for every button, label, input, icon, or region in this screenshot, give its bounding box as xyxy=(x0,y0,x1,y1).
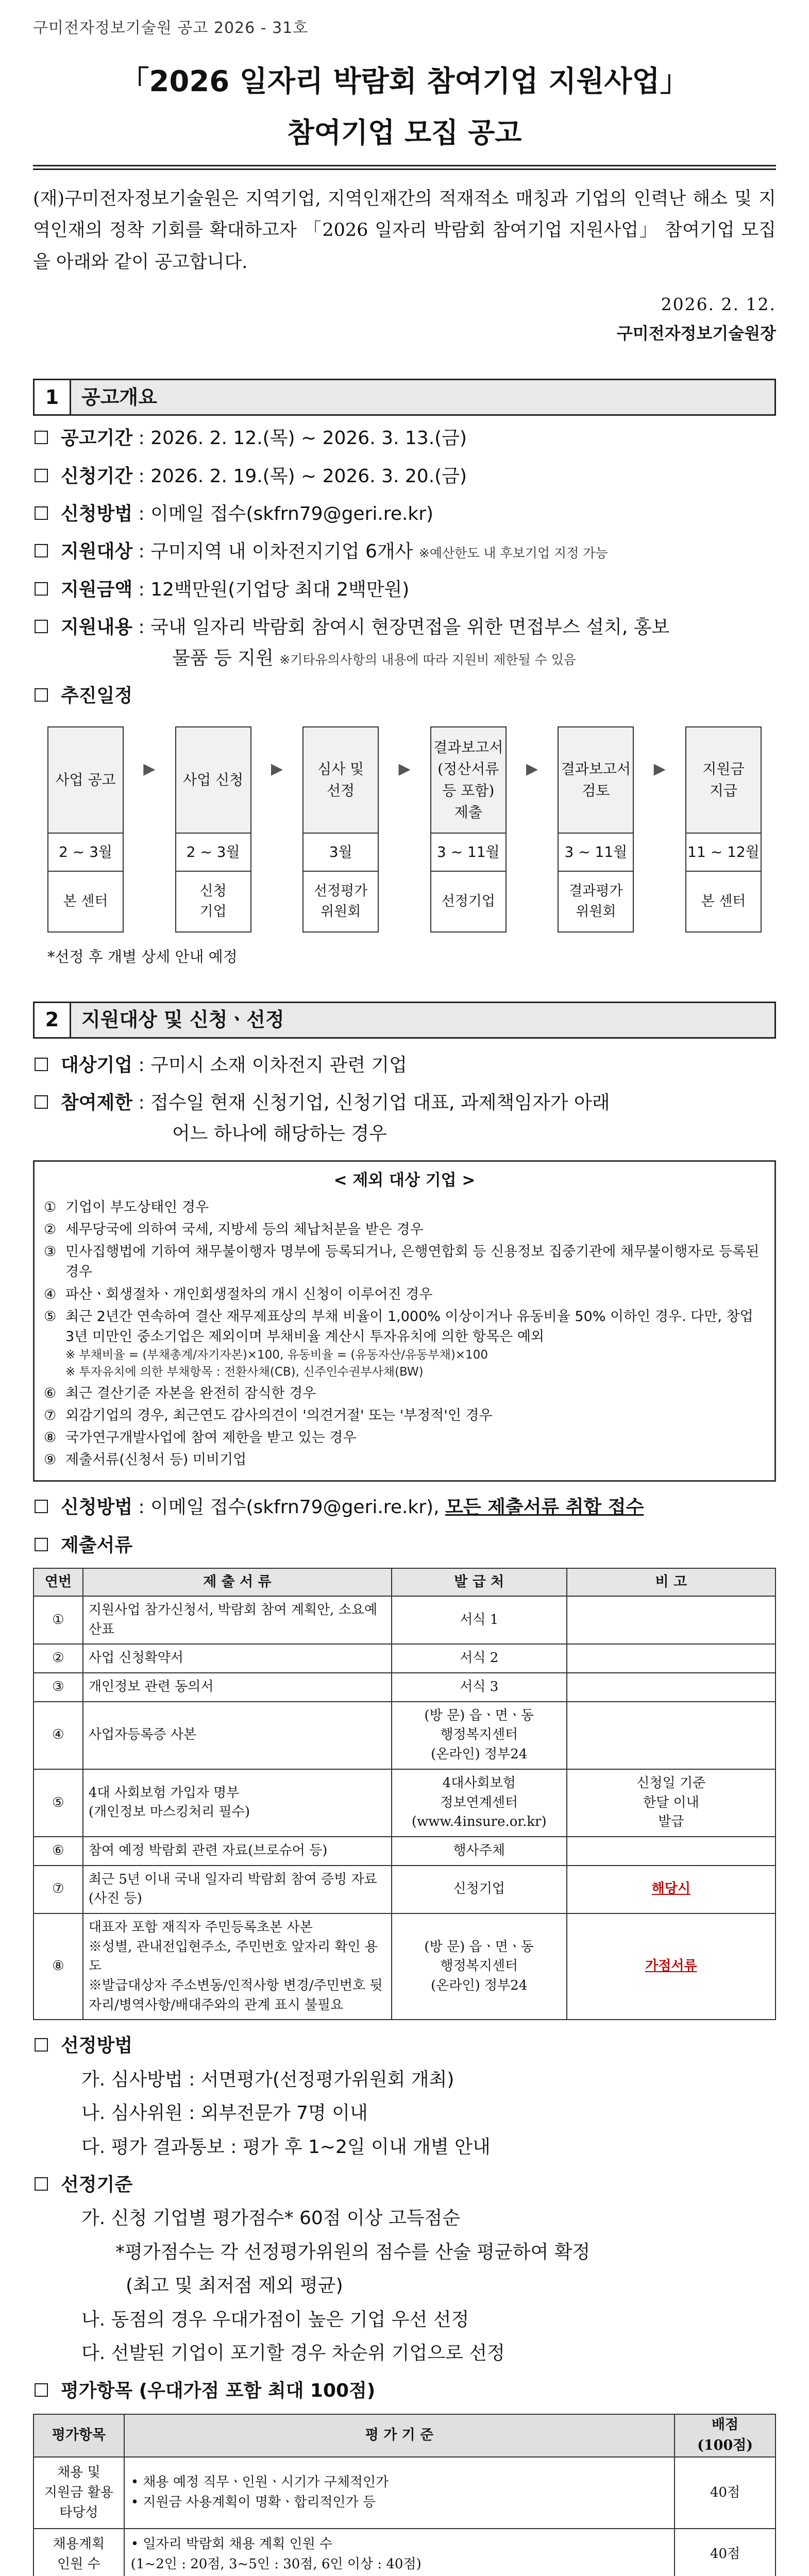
doc-no: ② xyxy=(33,1644,83,1673)
col-header-no: 연번 xyxy=(33,1568,83,1596)
doc-no: ③ xyxy=(33,1673,83,1702)
eval-criteria: • 일자리 박람회 채용 계획 인원 수 (1~2인 : 20점, 3~5인 : 30점, 6인 이상 : 40점) xyxy=(124,2529,675,2576)
criterion-text: 세무당국에 의하여 국세, 지방세 등의 체납처분을 받은 경우 xyxy=(65,1222,424,1238)
criterion-number: ⑥ xyxy=(44,1385,57,1401)
col-header-issuer: 발 급 처 xyxy=(392,1568,567,1596)
criteria-line: 가. 신청 기업별 평가점수* 60점 이상 고득점순 xyxy=(81,2208,461,2229)
schedule-step-name: 사업 공고 xyxy=(47,726,124,834)
documents-table-header xyxy=(33,1568,776,1596)
evaluation-table xyxy=(33,2414,776,2576)
page-title: 「2026 일자리 박람회 참여기업 지원사업」 xyxy=(120,65,689,98)
criteria-line: 다. 선발된 기업이 포기할 경우 차순위 기업으로 선정 xyxy=(81,2342,505,2364)
table-row xyxy=(33,1673,776,1702)
table-row xyxy=(33,1769,776,1837)
exclusion-criterion xyxy=(44,1383,765,1403)
criterion-number: ① xyxy=(44,1199,57,1215)
doc-remark xyxy=(567,1644,776,1673)
docs-item: ☐ 제출서류 xyxy=(33,1530,776,1561)
square-bullet-icon: ☐ xyxy=(33,2035,50,2057)
arrow-right-icon: ▶ xyxy=(143,760,156,778)
exclusion-criterion xyxy=(44,1242,765,1282)
page-subtitle: 참여기업 모집 공고 xyxy=(287,116,522,149)
doc-issuer: 서식 2 xyxy=(392,1644,567,1673)
table-row xyxy=(33,1913,776,2020)
exclusion-criterion xyxy=(44,1307,765,1347)
square-bullet-icon: ☐ xyxy=(33,1092,50,1114)
criteria-line: 나. 동점의 경우 우대가점이 높은 기업 우선 선정 xyxy=(81,2309,469,2330)
doc-name: 대표자 포함 재직자 주민등록초본 사본 ※성별, 관내전입현주소, 주민번호 앞자리 확인 용도 ※발급대상자 주소변동/인적사항 변경/주민번호 뒷자리/병역사항/배대주와의 관계 표시 불필요 xyxy=(83,1913,392,2020)
section-2-header xyxy=(33,1002,776,1039)
doc-issuer: 서식 3 xyxy=(392,1673,567,1702)
exclusion-criteria-title: < 제외 대상 기업 > xyxy=(333,1171,476,1190)
criterion-text: 제출서류(신청서 등) 미비기업 xyxy=(65,1452,247,1468)
overview-item: ☐ 신청방법 : 이메일 접수(skfrn79@geri.re.kr) xyxy=(33,499,776,529)
doc-remark xyxy=(567,1837,776,1866)
evaluation-table-header xyxy=(33,2414,776,2457)
doc-no: ⑥ xyxy=(33,1837,83,1866)
schedule-step-name: 지원금 지급 xyxy=(685,726,762,834)
eval-item: 채용 및 지원금 활용 타당성 xyxy=(33,2457,124,2529)
criterion-number: ③ xyxy=(44,1244,57,1260)
table-row xyxy=(33,2457,776,2529)
section-2-title: 지원대상 및 신청ㆍ선정 xyxy=(71,1002,776,1039)
schedule-flow xyxy=(33,726,776,933)
exclusion-criteria-box xyxy=(33,1160,776,1482)
schedule-step xyxy=(558,726,634,933)
schedule-step-owner: 결과평가 위원회 xyxy=(558,872,634,933)
section-1-header xyxy=(33,379,776,416)
schedule-step-period: 11 ~ 12월 xyxy=(685,834,762,872)
eval-score: 40점 xyxy=(675,2457,776,2529)
schedule-step-period: 2 ~ 3월 xyxy=(47,834,124,872)
schedule-step xyxy=(175,726,251,933)
schedule-step-period: 3 ~ 11월 xyxy=(430,834,507,872)
table-row xyxy=(33,1596,776,1644)
col-header-doc: 제 출 서 류 xyxy=(83,1568,392,1596)
overview-list xyxy=(33,423,776,711)
doc-name: 사업자등록증 사본 xyxy=(83,1702,392,1769)
eval-criteria: • 채용 예정 직무ㆍ인원ㆍ시기가 구체적인가 • 지원금 사용계획이 명확ㆍ합리적인가 등 xyxy=(124,2457,675,2529)
arrow-right-icon: ▶ xyxy=(526,760,538,778)
schedule-step-period: 3 ~ 11월 xyxy=(558,834,634,872)
criterion-text: 민사집행법에 기하여 채무불이행자 명부에 등록되거나, 은행연합회 등 신용정보 집중기관에 채무불이행자로 등록된 경우 xyxy=(65,1244,760,1280)
section-1-number: 1 xyxy=(33,379,71,416)
section-2-number: 2 xyxy=(33,1002,71,1039)
title-divider xyxy=(33,165,776,170)
eval-col-item: 평가항목 xyxy=(33,2414,124,2457)
table-row xyxy=(33,1644,776,1673)
criterion-number: ② xyxy=(44,1222,57,1238)
criterion-number: ④ xyxy=(44,1286,57,1302)
exclusion-criterion xyxy=(44,1219,765,1240)
intro-paragraph: (재)구미전자정보기술원은 지역기업, 지역인재간의 적재적소 매칭과 기업의 인력난 해소 및 지역인재의 정착 기회를 확대하고자 「2026 일자리 박람회 참여기업 지원사업」 참여기업 모집을 아래와 같이 공고합니다. xyxy=(33,189,776,273)
exclusion-criterion xyxy=(44,1450,765,1470)
doc-remark xyxy=(567,1673,776,1702)
schedule-step xyxy=(302,726,379,933)
schedule-note: *선정 후 개별 상세 안내 예정 xyxy=(47,948,238,966)
apply-item: ☐ 신청방법 : 이메일 접수(skfrn79@geri.re.kr), 모든 제출서류 취합 접수 xyxy=(33,1492,776,1522)
square-bullet-icon: ☐ xyxy=(33,1054,50,1076)
square-bullet-icon: ☐ xyxy=(33,685,50,706)
schedule-step-owner: 본 센터 xyxy=(685,872,762,933)
doc-remark: 가점서류 xyxy=(567,1913,776,2020)
criterion-number: ⑤ xyxy=(44,1308,57,1325)
issue-date: 2026. 2. 12. xyxy=(661,294,776,314)
schedule-step-period: 3월 xyxy=(302,834,379,872)
overview-item: ☐ 추진일정 xyxy=(33,681,776,711)
selection-line: 나. 심사위원 : 외부전문가 7명 이내 xyxy=(81,2103,368,2124)
overview-item: ☐ 신청기간 : 2026. 2. 19.(목) ~ 2026. 3. 20.(금) xyxy=(33,461,776,492)
table-row xyxy=(33,1866,776,1913)
square-bullet-icon: ☐ xyxy=(33,617,50,638)
arrow-right-icon: ▶ xyxy=(653,760,666,778)
schedule-step xyxy=(685,726,762,933)
target-item: ☐ 대상기업 : 구미시 소재 이차전지 관련 기업 xyxy=(33,1050,776,1080)
criterion-text: 국가연구개발사업에 참여 제한을 받고 있는 경우 xyxy=(65,1429,357,1446)
square-bullet-icon: ☐ xyxy=(33,541,50,563)
title-block xyxy=(33,60,776,154)
doc-name: 최근 5년 이내 국내 일자리 박람회 참여 증빙 자료(사진 등) xyxy=(83,1866,392,1913)
doc-issuer: 신청기업 xyxy=(392,1866,567,1913)
doc-name: 4대 사회보험 가입자 명부 (개인정보 마스킹처리 필수) xyxy=(83,1769,392,1837)
schedule-step-owner: 신청 기업 xyxy=(175,872,251,933)
doc-name: 사업 신청확약서 xyxy=(83,1644,392,1673)
square-bullet-icon: ☐ xyxy=(33,1497,50,1518)
exclusion-criterion xyxy=(44,1405,765,1426)
exclusion-criterion xyxy=(44,1197,765,1217)
criteria-line: (최고 및 최저점 제외 평균) xyxy=(126,2275,343,2297)
table-row xyxy=(33,1837,776,1866)
criteria-item: ☐ 선정기준 xyxy=(33,2170,776,2200)
doc-issuer: (방 문) 읍ㆍ면ㆍ동 행정복지센터 (온라인) 정부24 xyxy=(392,1913,567,2020)
col-header-remark: 비 고 xyxy=(567,1568,776,1596)
overview-item: ☐ 지원금액 : 12백만원(기업당 최대 2백만원) xyxy=(33,574,776,605)
doc-no: ④ xyxy=(33,1702,83,1769)
exclusion-continued: 어느 하나에 해당하는 경우 xyxy=(172,1123,387,1144)
doc-name: 지원사업 참가신청서, 박람회 참여 계획안, 소요예산표 xyxy=(83,1596,392,1644)
criterion-text: 최근 결산기준 자본을 완전히 잠식한 경우 xyxy=(65,1385,316,1401)
square-bullet-icon: ☐ xyxy=(33,2380,50,2402)
schedule-step xyxy=(47,726,124,933)
criterion-number: ⑧ xyxy=(44,1429,57,1446)
doc-no: ⑤ xyxy=(33,1769,83,1837)
doc-issuer: 4대사회보험 정보연계센터 (www.4insure.or.kr) xyxy=(392,1769,567,1837)
eval-col-score: 배점 (100점) xyxy=(675,2414,776,2457)
arrow-right-icon: ▶ xyxy=(398,760,411,778)
doc-no: ⑧ xyxy=(33,1913,83,2020)
square-bullet-icon: ☐ xyxy=(33,1534,50,1556)
schedule-step-period: 2 ~ 3월 xyxy=(175,834,251,872)
doc-remark xyxy=(567,1596,776,1644)
arrow-right-icon: ▶ xyxy=(271,760,283,778)
criterion-text: 외감기업의 경우, 최근연도 감사의견이 '의견거절' 또는 '부정적'인 경우 xyxy=(65,1407,493,1423)
issuer-name: 구미전자정보기술원장 xyxy=(616,324,776,344)
schedule-step-owner: 선정평가 위원회 xyxy=(302,872,379,933)
overview-item: ☐ 공고기간 : 2026. 2. 12.(목) ~ 2026. 3. 13.(금) xyxy=(33,423,776,453)
table-row xyxy=(33,1702,776,1769)
criterion-text: 기업이 부도상태인 경우 xyxy=(65,1199,209,1215)
table-row xyxy=(33,2529,776,2576)
exclusion-criterion xyxy=(44,1428,765,1448)
square-bullet-icon: ☐ xyxy=(33,2174,50,2195)
schedule-step-owner: 본 센터 xyxy=(47,872,124,933)
selection-line: 가. 심사방법 : 서면평가(선정평가위원회 개최) xyxy=(81,2069,454,2090)
doc-no: ① xyxy=(33,1596,83,1644)
selection-item: ☐ 선정방법 xyxy=(33,2030,776,2061)
schedule-step-owner: 선정기업 xyxy=(430,872,507,933)
doc-issuer: 행사주체 xyxy=(392,1837,567,1866)
criterion-number: ⑦ xyxy=(44,1407,57,1423)
overview-item: ☐ 지원내용 : 국내 일자리 박람회 참여시 현장면접을 위한 면접부스 설치, 홍보 xyxy=(33,612,776,642)
eval-score: 40점 xyxy=(675,2529,776,2576)
exclusion-item: ☐ 참여제한 : 접수일 현재 신청기업, 신청기업 대표, 과제책임자가 아래 xyxy=(33,1088,776,1118)
square-bullet-icon: ☐ xyxy=(33,503,50,525)
square-bullet-icon: ☐ xyxy=(33,428,50,449)
criterion-note: ※ 부채비율 = (부채총계/자기자본)×100, 유동비율 = (유동자산/유동부채)×100 xyxy=(65,1348,488,1362)
schedule-step-name: 결과보고서 (정산서류 등 포함) 제출 xyxy=(430,726,507,834)
doc-no: ⑦ xyxy=(33,1866,83,1913)
support-continued: 물품 등 지원 ※기타유의사항의 내용에 따라 지원비 제한될 수 있음 xyxy=(172,647,576,669)
schedule-step-name: 사업 신청 xyxy=(175,726,251,834)
doc-remark: 해당시 xyxy=(567,1866,776,1913)
doc-remark xyxy=(567,1702,776,1769)
doc-remark: 신청일 기준 한달 이내 발급 xyxy=(567,1769,776,1837)
square-bullet-icon: ☐ xyxy=(33,465,50,487)
selection-line: 다. 평가 결과통보 : 평가 후 1~2일 이내 개별 안내 xyxy=(81,2136,491,2158)
criterion-number: ⑨ xyxy=(44,1452,57,1468)
overview-item: ☐ 지원대상 : 구미지역 내 이차전지기업 6개사 ※예산한도 내 후보기업 지정 가능 xyxy=(33,536,776,567)
doc-name: 개인정보 관련 동의서 xyxy=(83,1673,392,1702)
schedule-step-name: 결과보고서 검토 xyxy=(558,726,634,834)
doc-issuer: 서식 1 xyxy=(392,1596,567,1644)
eval-item: 채용계획 인원 수 xyxy=(33,2529,124,2576)
exclusion-criteria-list xyxy=(44,1197,765,1470)
criterion-text: 파산ㆍ회생절차ㆍ개인회생절차의 개시 신청이 이루어진 경우 xyxy=(65,1286,433,1302)
criterion-note: ※ 투자유치에 의한 부채항목 : 전환사채(CB), 신주인수권부사채(BW) xyxy=(65,1365,424,1379)
exclusion-criterion xyxy=(44,1284,765,1304)
documents-table xyxy=(33,1568,776,2020)
criterion-text: 최근 2년간 연속하여 결산 재무제표상의 부채 비율이 1,000% 이상이거나 유동비율 50% 이하인 경우. 다만, 창업 3년 미만인 중소기업은 제외이며 부채비율 계산시 투자유치에 의한 항목은 예외 xyxy=(65,1308,753,1345)
section-1-title: 공고개요 xyxy=(71,379,776,416)
eval-item: ☐ 평가항목 (우대가점 포함 최대 100점) xyxy=(33,2376,776,2406)
schedule-step xyxy=(430,726,507,933)
square-bullet-icon: ☐ xyxy=(33,579,50,600)
criteria-line: *평가점수는 각 선정평가위원의 점수를 산술 평균하여 확정 xyxy=(115,2241,591,2263)
notice-number: 구미전자정보기술원 공고 2026 - 31호 xyxy=(33,19,309,37)
doc-name: 참여 예정 박람회 관련 자료(브로슈어 등) xyxy=(83,1837,392,1866)
eval-col-criteria: 평 가 기 준 xyxy=(124,2414,675,2457)
doc-issuer: (방 문) 읍ㆍ면ㆍ동 행정복지센터 (온라인) 정부24 xyxy=(392,1702,567,1769)
schedule-step-name: 심사 및 선정 xyxy=(302,726,379,834)
